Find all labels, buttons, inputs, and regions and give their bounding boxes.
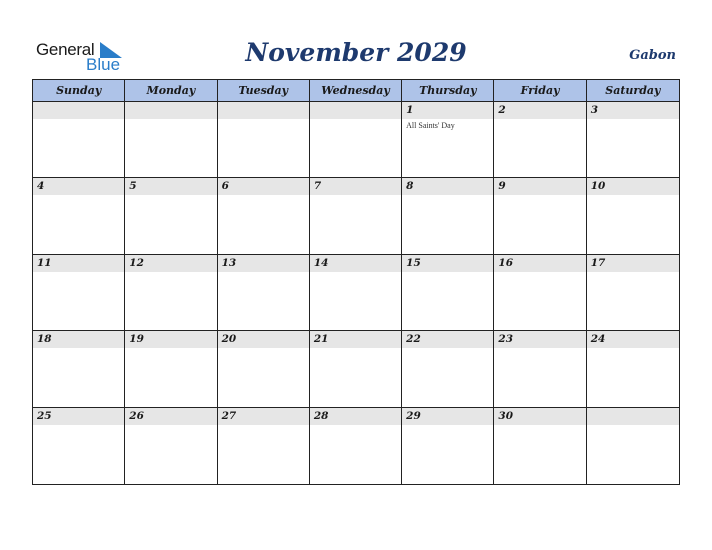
day-number: 26 <box>129 409 144 422</box>
day-number-band <box>33 102 124 119</box>
calendar-grid <box>32 79 680 485</box>
day-cell <box>310 408 402 484</box>
day-cell <box>310 255 402 331</box>
calendar-title: November 2029 <box>245 38 467 67</box>
day-number: 14 <box>313 256 329 269</box>
day-number: 24 <box>590 333 606 346</box>
day-number: 12 <box>129 256 144 269</box>
day-number: 23 <box>498 333 514 346</box>
day-number-band <box>587 408 679 425</box>
day-cell <box>125 331 217 407</box>
day-number: 20 <box>221 333 237 346</box>
day-cell <box>33 178 125 254</box>
day-number: 29 <box>406 409 421 422</box>
day-cell <box>402 178 494 254</box>
day-number: 7 <box>313 180 322 193</box>
day-number-band <box>402 102 493 119</box>
country-label: Gabon <box>629 48 676 63</box>
day-number: 18 <box>37 333 52 346</box>
day-number: 4 <box>37 180 45 193</box>
weekday-header: Tuesday <box>218 80 310 102</box>
day-cell <box>587 408 679 484</box>
day-cell <box>125 255 217 331</box>
day-number-band <box>33 178 124 195</box>
day-cell <box>587 102 679 178</box>
day-number: 2 <box>498 104 506 116</box>
day-number: 13 <box>221 256 237 269</box>
day-number-band <box>310 102 401 119</box>
day-cell <box>587 331 679 407</box>
day-cell <box>310 178 402 254</box>
day-cell <box>587 178 679 254</box>
day-number: 16 <box>498 256 514 269</box>
logo-text-general: General <box>36 40 95 59</box>
day-number-band <box>587 102 679 119</box>
day-number: 9 <box>498 180 506 193</box>
day-number: 21 <box>313 333 329 346</box>
day-number-band <box>494 102 585 119</box>
day-number-band <box>125 178 216 195</box>
day-cell <box>402 102 494 178</box>
day-cell <box>218 178 310 254</box>
day-cell <box>125 102 217 178</box>
day-number: 15 <box>406 256 421 269</box>
day-number: 27 <box>221 409 237 422</box>
day-number: 3 <box>590 104 599 116</box>
weekday-header: Wednesday <box>310 80 402 102</box>
day-cell <box>494 331 586 407</box>
day-cell <box>494 178 586 254</box>
day-number: 11 <box>37 256 52 269</box>
day-cell <box>125 178 217 254</box>
day-number-band <box>402 178 493 195</box>
day-number: 28 <box>313 409 329 422</box>
day-cell <box>310 102 402 178</box>
day-cell <box>218 102 310 178</box>
day-number: 1 <box>406 104 414 116</box>
day-number: 6 <box>221 180 229 193</box>
weekday-header: Sunday <box>33 80 125 102</box>
day-number-band <box>218 178 309 195</box>
day-cell <box>218 408 310 484</box>
weekday-header: Friday <box>494 80 586 102</box>
day-cell <box>33 408 125 484</box>
day-cell <box>494 255 586 331</box>
weekday-header: Saturday <box>587 80 679 102</box>
day-number-band <box>125 102 216 119</box>
day-cell <box>494 408 586 484</box>
day-cell <box>402 331 494 407</box>
day-cell <box>310 331 402 407</box>
day-cell <box>218 331 310 407</box>
day-number-band <box>494 178 585 195</box>
day-number: 22 <box>406 333 421 346</box>
day-cell <box>33 331 125 407</box>
day-number: 17 <box>590 256 606 269</box>
day-number-band <box>218 102 309 119</box>
day-number: 10 <box>590 180 606 193</box>
day-number: 30 <box>498 409 514 422</box>
day-cell <box>402 255 494 331</box>
day-number: 8 <box>406 180 414 193</box>
day-cell <box>402 408 494 484</box>
day-cell <box>33 255 125 331</box>
day-number: 5 <box>129 180 137 193</box>
logo-text-blue: Blue <box>86 55 121 74</box>
holiday-label: All Saints' Day <box>406 121 455 130</box>
day-cell <box>218 255 310 331</box>
day-cell <box>33 102 125 178</box>
day-cell <box>125 408 217 484</box>
day-number: 25 <box>37 409 52 422</box>
day-cell <box>494 102 586 178</box>
weekday-header: Thursday <box>402 80 494 102</box>
day-cell <box>587 255 679 331</box>
day-number-band <box>310 178 401 195</box>
day-number: 19 <box>129 333 144 346</box>
weekday-header: Monday <box>125 80 217 102</box>
